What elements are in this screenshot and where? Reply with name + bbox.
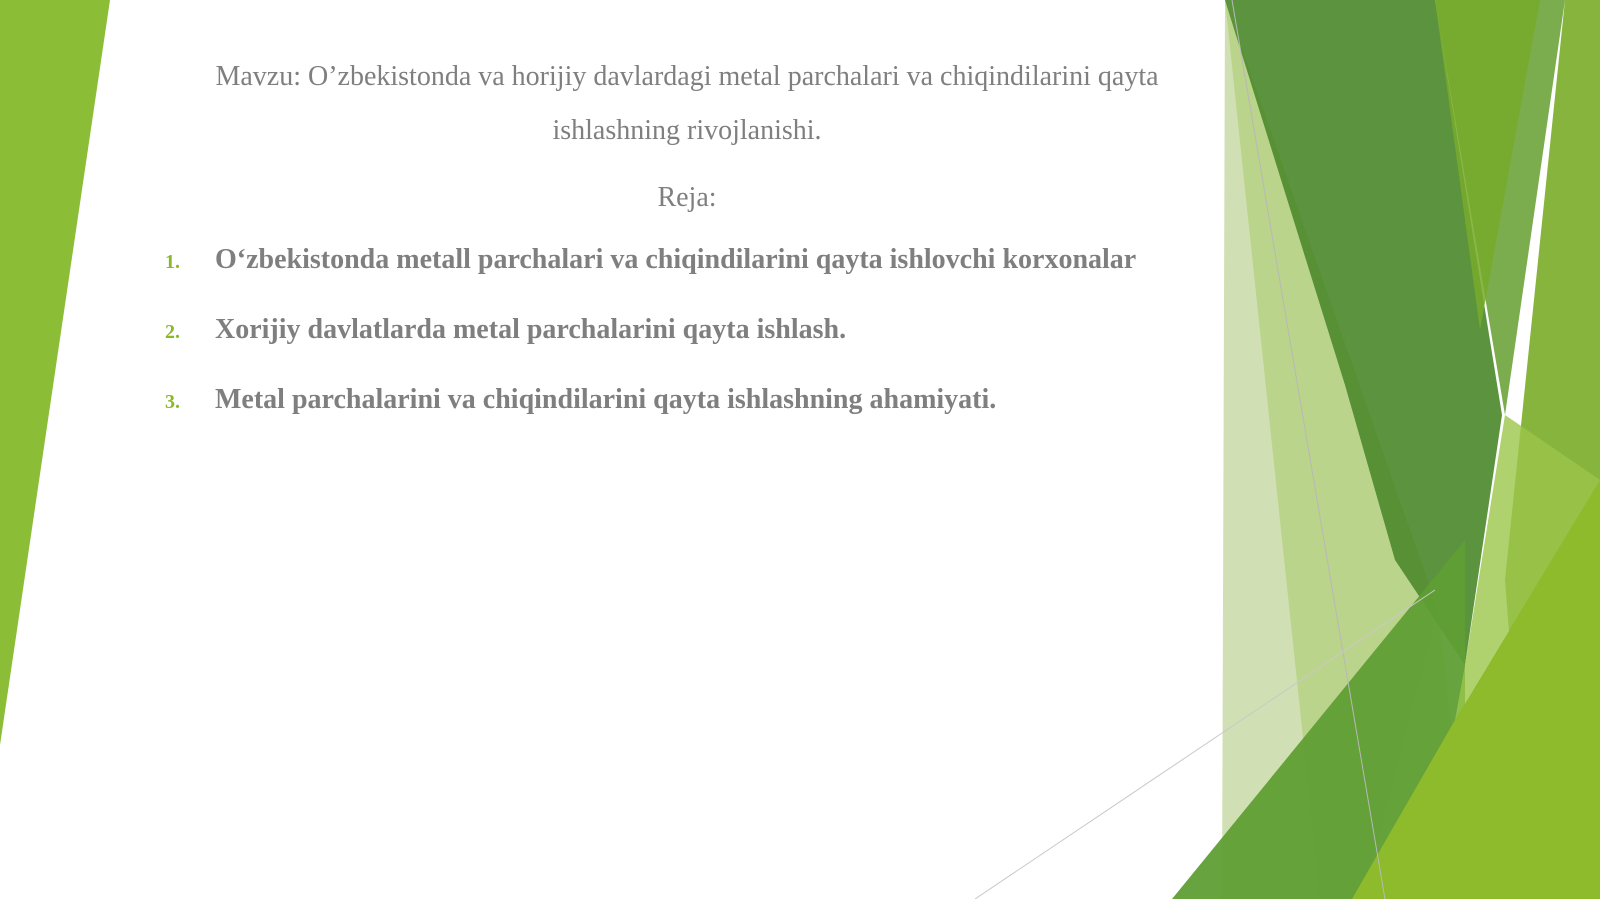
plan-item-number: 2. <box>165 321 180 343</box>
plan-item-text: O‘zbekistonda metall parchalari va chiqindilarini qayta ishlovchi korxonalar <box>215 244 1137 275</box>
plan-heading: Reja: <box>657 182 717 213</box>
plan-list <box>165 244 1245 454</box>
plan-item-text: Metal parchalarini va chiqindilarini qayta ishlashning ahamiyati. <box>215 384 997 415</box>
plan-list-item <box>165 244 1245 314</box>
slide-title: Mavzu: O’zbekistonda va horijiy davlardagi metal parchalari va chiqindilarini qayta ishlashning rivojlanishi. <box>215 61 1159 146</box>
left-green-stripe <box>0 0 110 745</box>
plan-item-number: 3. <box>165 391 180 413</box>
plan-item-text: Xorijiy davlatlarda metal parchalarini qayta ishlash. <box>215 314 847 345</box>
plan-item-number: 1. <box>165 251 180 273</box>
plan-list-item <box>165 314 1245 384</box>
plan-list-item <box>165 384 1245 454</box>
